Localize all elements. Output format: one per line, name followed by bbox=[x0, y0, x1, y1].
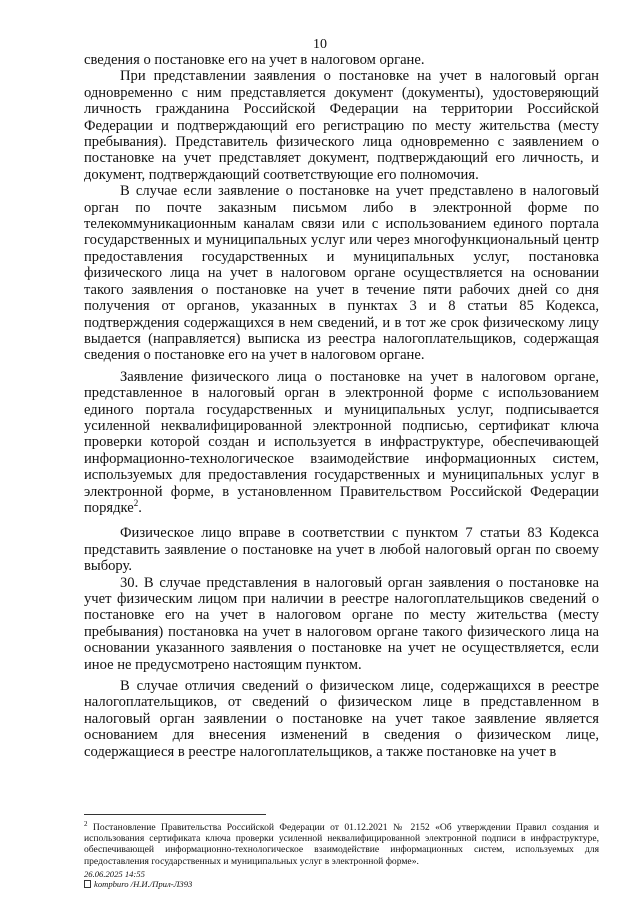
footnote-marker: 2 bbox=[84, 819, 88, 828]
paragraph-continuation: сведения о постановке его на учет в налоговом органе. bbox=[84, 52, 425, 68]
paragraph-end-dot: . bbox=[138, 499, 142, 516]
paragraph-data-discrepancy: В случае отличия сведений о физическом лице, содержащихся в реестре налогоплательщиков, от сведений о физическом лице в представленном в налоговый орган заявлении о постановке на учет такое заявление является основанием для внесения изменений в сведения о физическом лице, содержащиеся в реестре налогоплательщиков, а также постановке на учет в bbox=[84, 678, 599, 760]
print-timestamp: 26.06.2025 14:55 bbox=[84, 869, 145, 879]
page-number: 10 bbox=[313, 37, 327, 52]
footnote-reference: 2 bbox=[133, 498, 139, 509]
paragraph-electronic-signature-text: Заявление физического лица о постановке на учет в налоговом органе, представленное в налоговый орган в электронной форме с использованием единого портала государственных и муниципальных услуг, подписывается усиленной неквалифицированной электронной подписью, сертификат ключа проверки которой создан и используется в инфраструктуре, обеспечивающей информационно-технологическое взаимодействие информационных систем, используемых для предоставления государственных и муниципальных услуг в электронной форме, в установленном Правительством Российской Федерации порядке bbox=[84, 368, 599, 516]
file-stamp bbox=[84, 879, 192, 889]
footnote-text: Постановление Правительства Российской Федерации от 01.12.2021 № 2152 «Об утверждении Правил создания и использования сертификата ключа проверки усиленной неквалифицированной электронной подписи в инфраструктуре, обеспечивающей информационно-технологическое взаимодействие информационных систем, используемых для предоставления государственных и муниципальных услуг в электронной форме». bbox=[84, 822, 599, 867]
body-text bbox=[84, 52, 599, 760]
paragraph-clause-30: 30. В случае представления в налоговый орган заявления о постановке на учет физическим лицом при наличии в реестре налогоплательщиков сведений о постановке его на учет в налоговом органе по месту жительства (месту пребывания) постановка на учет в налоговом органе такого физического лица на основании указанного заявления о постановке на учет не осуществляется, если иное не предусмотрено настоящим пунктом. bbox=[84, 574, 599, 673]
file-path: kompburo /Н.И./Прил-Л393 bbox=[94, 879, 193, 889]
paragraph-mail-electronic-submission: В случае если заявление о постановке на учет представлено в налоговый орган по почте заказным письмом либо в электронной форме по телекоммуникационным каналам связи или с использованием единого портала государственных и муниципальных услуг или через многофункциональный центр предоставления государственных и муниципальных услуг, постановка физического лица на учет в налоговом органе осуществляется на основании такого заявления о постановке на учет в течение пяти рабочих дней со дня получения от органов, указанных в пунктах 3 и 8 статьи 85 Кодекса, подтверждения содержащихся в нем сведений, и в тот же срок физическому лицу выдается (направляется) выписка из реестра налогоплательщиков, содержащая сведения о постановке его на учет в налоговом органе. bbox=[84, 183, 599, 364]
document-icon bbox=[84, 880, 91, 888]
footnote-divider bbox=[84, 814, 266, 815]
paragraph-identity-documents: При представлении заявления о постановке на учет в налоговый орган одновременно с ним представляется документ (документы), удостоверяющий личность гражданина Российской Федерации на территории Российской Федерации и подтверждающий его регистрацию по месту жительства (месту пребывания). Представитель физического лица одновременно с заявлением о постановке на учет представляет документ, подтверждающий его личность, и документ, подтверждающий соответствующие его полномочия. bbox=[84, 68, 599, 183]
footnote bbox=[84, 819, 599, 867]
paragraph-electronic-signature bbox=[84, 369, 599, 517]
paragraph-any-tax-authority: Физическое лицо вправе в соответствии с пунктом 7 статьи 83 Кодекса представить заявление о постановке на учет в любой налоговый орган по своему выбору. bbox=[84, 525, 599, 575]
